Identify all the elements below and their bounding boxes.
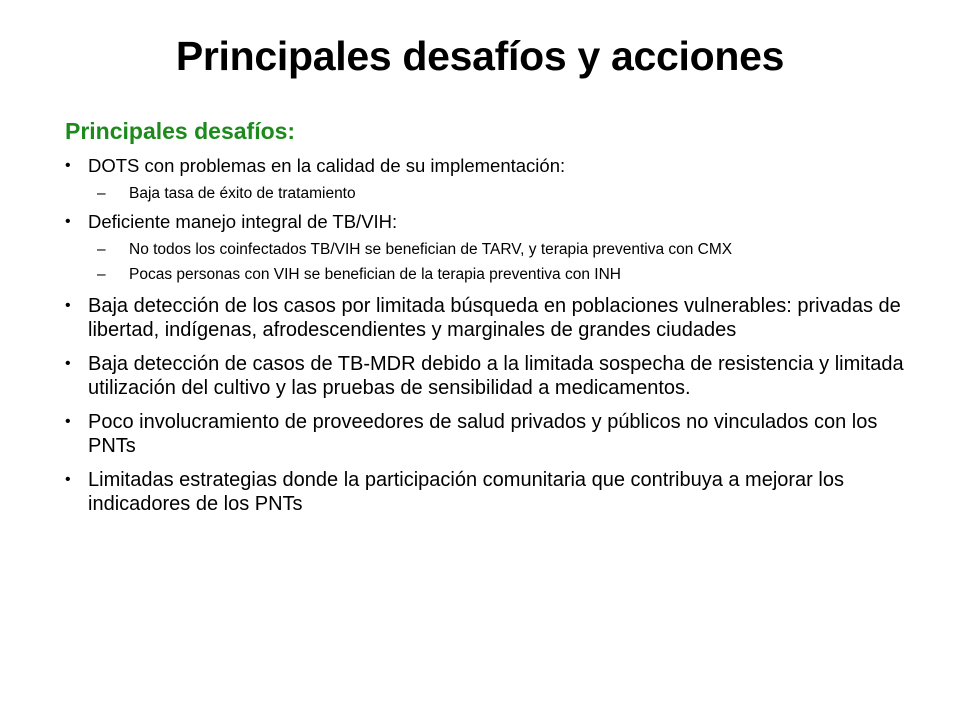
bullet-icon: • — [65, 470, 71, 488]
bullet-icon: • — [65, 354, 71, 372]
bullet-item — [65, 352, 910, 400]
slide-body — [65, 118, 910, 516]
bullet-item — [65, 154, 910, 178]
bullet-text: Baja detección de los casos por limitada búsqueda en poblaciones vulnerables: privadas de libertad, indígenas, afrodescendientes y marginales de grandes ciudades — [88, 294, 901, 341]
bullet-icon: • — [65, 412, 71, 430]
sub-bullet-text: Baja tasa de éxito de tratamiento — [129, 184, 356, 202]
bullet-text: Deficiente manejo integral de TB/VIH: — [88, 210, 398, 232]
bullet-text: Poco involucramiento de proveedores de salud privados y públicos no vinculados con los PNTs — [88, 410, 878, 457]
dash-icon: – — [97, 184, 106, 202]
bullet-icon: • — [65, 156, 71, 174]
slide-title: Principales desafíos y acciones — [175, 33, 785, 79]
bullet-text: Limitadas estrategias donde la participación comunitaria que contribuya a mejorar los indicadores de los PNTs — [88, 468, 844, 515]
bullet-item — [65, 210, 910, 234]
bullet-text: DOTS con problemas en la calidad de su implementación: — [88, 154, 566, 176]
section-heading: Principales desafíos: — [65, 118, 296, 144]
dash-icon: – — [97, 265, 106, 283]
bullet-text: Baja detección de casos de TB-MDR debido a la limitada sospecha de resistencia y limitada utilización del cultivo y las pruebas de sensibilidad a medicamentos. — [88, 352, 904, 399]
sub-bullet-item — [65, 240, 910, 259]
dash-icon: – — [97, 240, 106, 258]
bullet-item — [65, 410, 910, 458]
bullet-icon: • — [65, 212, 71, 230]
sub-bullet-text: Pocas personas con VIH se benefician de la terapia preventiva con INH — [129, 265, 621, 283]
sub-bullet-text: No todos los coinfectados TB/VIH se benefician de TARV, y terapia preventiva con CMX — [129, 240, 733, 258]
sub-bullet-item — [65, 184, 910, 203]
sub-bullet-item — [65, 265, 910, 284]
bullet-item — [65, 468, 910, 516]
bullet-icon: • — [65, 296, 71, 314]
bullet-item — [65, 294, 910, 342]
